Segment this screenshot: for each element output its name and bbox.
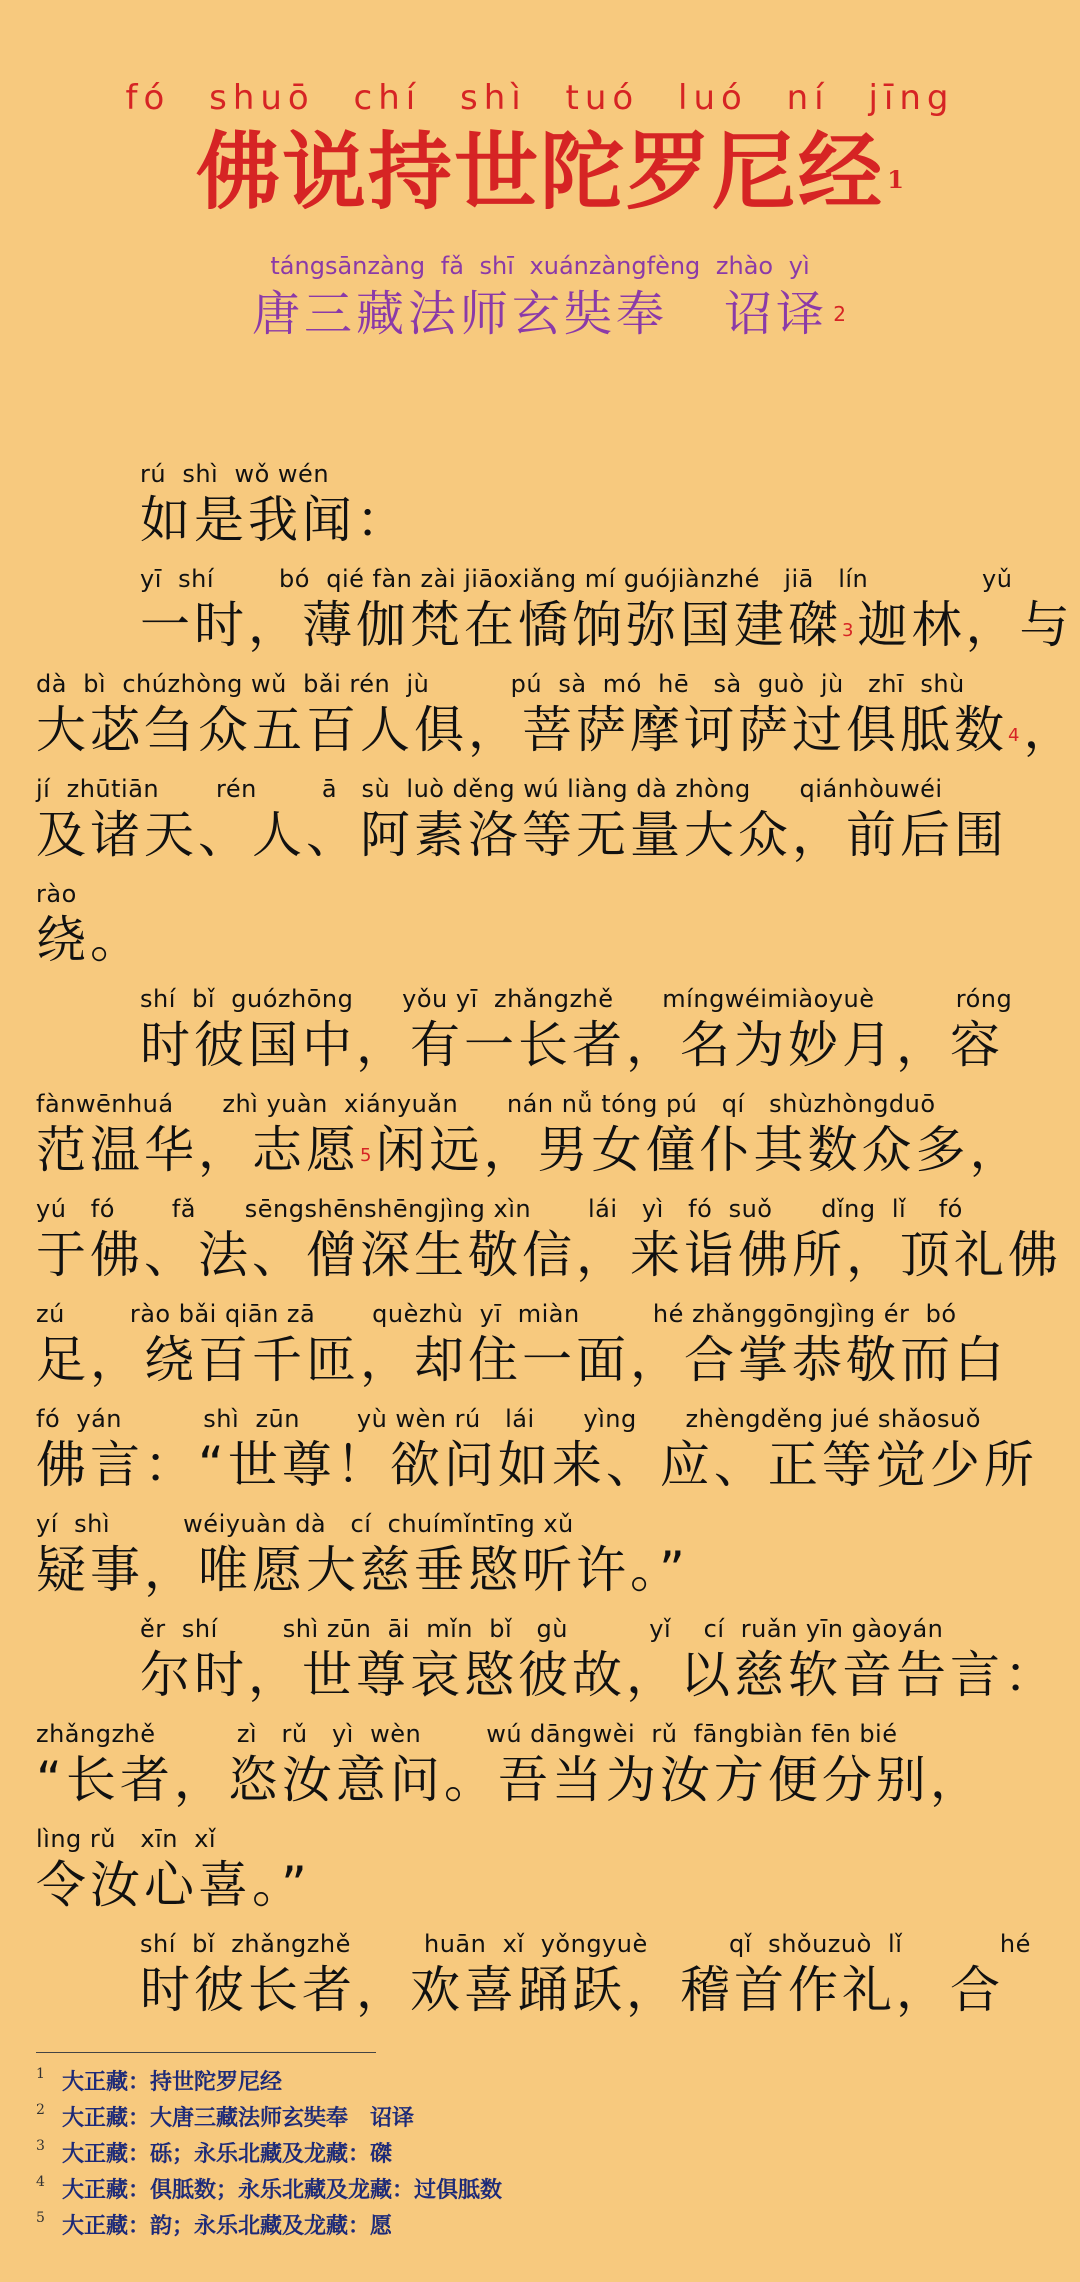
hanzi-line: 令汝心喜。”	[36, 1856, 311, 1914]
pinyin-line: shí bǐ guózhōng yǒu yī zhǎngzhě míngwéimiàoyuè róng	[140, 985, 1013, 1013]
pinyin-line: fó yán shì zūn yù wèn rú lái yìng zhèngděng jué shǎosuǒ	[36, 1405, 981, 1433]
footnote-text: 大正藏：韵；永乐北藏及龙藏：愿	[62, 2212, 393, 2239]
footnote-item	[36, 2062, 1036, 2098]
text-line	[36, 565, 1074, 670]
pinyin-line: fànwēnhuá zhì yuàn xiányuǎn nán nǚ tóng pú qí shùzhòngduō	[36, 1090, 936, 1118]
subtitle-pinyin: tángsānzàng fǎ shī xuánzàngfèng zhào yì	[270, 252, 810, 280]
text-line	[36, 1195, 1062, 1300]
hanzi-line: 于佛、法、僧深生敬信，来诣佛所，顶礼佛	[36, 1226, 1062, 1284]
pinyin-line: yú fó fǎ sēngshēnshēngjìng xìn lái yì fó suǒ dǐng lǐ fó	[36, 1195, 963, 1223]
text-line	[36, 1405, 1046, 1510]
subtitle-translator: 唐三藏法师玄奘奉	[251, 286, 668, 342]
text-line	[36, 1300, 1046, 1405]
pinyin-line: jí zhūtiān rén ā sù luò děng wú liàng dà zhòng qiánhòuwéi	[36, 775, 943, 803]
footnote-number: 4	[36, 2174, 45, 2190]
pinyin-line: yī shí bó qié fàn zài jiāoxiǎng mí guójiànzhé jiā lín yǔ	[140, 565, 1013, 593]
footnote-number: 3	[36, 2138, 45, 2154]
hanzi-line: 大苾刍众五百人俱，菩萨摩诃萨过俱胝数$^4$，	[36, 701, 1078, 759]
text-line	[36, 1930, 1046, 2035]
footnote-ref-5[interactable]: 5	[360, 1145, 376, 1166]
footnote-number: 5	[36, 2210, 45, 2226]
pinyin-line: yí shì wéiyuàn dà cí chuímǐntīng xǔ	[36, 1510, 574, 1538]
footnote-ref-4[interactable]: 4	[1008, 725, 1024, 746]
footnotes	[36, 2062, 1036, 2242]
hanzi-line: 时彼长者，欢喜踊跃，稽首作礼，合	[140, 1961, 1004, 2019]
page-title	[195, 122, 906, 222]
footnote-item	[36, 2134, 1036, 2170]
hanzi-line: 一时，薄伽梵在憍饷弥国建磔$^3$迦林，与	[140, 596, 1074, 654]
pinyin-line: rào	[36, 880, 77, 908]
pinyin-line: dà bì chúzhòng wǔ bǎi rén jù pú sà mó hē sà guò jù zhī shù	[36, 670, 965, 698]
footnote-text: 大正藏：大唐三藏法师玄奘奉 诏译	[62, 2104, 415, 2131]
text-line	[36, 775, 1046, 880]
text-line	[36, 880, 1046, 985]
text-line	[36, 1720, 1046, 1825]
subtitle	[251, 284, 851, 344]
pinyin-line: rú shì wǒ wén	[140, 460, 330, 488]
footnote-item	[36, 2170, 1036, 2206]
hanzi-line: 疑事，唯愿大慈垂愍听许。”	[36, 1541, 689, 1599]
pinyin-line: ěr shí shì zūn āi mǐn bǐ gù yǐ cí ruǎn yīn gàoyán	[140, 1615, 944, 1643]
footnote-ref-2[interactable]: 2	[833, 302, 851, 326]
hanzi-line: 尔时，世尊哀愍彼故，以慈软音告言：	[140, 1646, 1058, 1704]
title-block	[0, 78, 1080, 344]
pinyin-line: shí bǐ zhǎngzhě huān xǐ yǒngyuè qǐ shǒuzuò lǐ hé	[140, 1930, 1031, 1958]
footnote-text: 大正藏：持世陀罗尼经	[62, 2068, 283, 2095]
hanzi-line: 范温华，志愿$^5$闲远，男女僮仆其数众多，	[36, 1121, 1024, 1179]
pinyin-line: zú rào bǎi qiān zā quèzhù yī miàn hé zhǎnggōngjìng ér bó	[36, 1300, 957, 1328]
footnote-item	[36, 2206, 1036, 2242]
text-line	[36, 670, 1078, 775]
text-line	[36, 985, 1046, 1090]
page-title-text: 佛说持世陀罗尼经	[195, 122, 884, 221]
text-line	[36, 1090, 1046, 1195]
hanzi-line: 绕。	[36, 911, 144, 969]
sutra-text	[36, 460, 1078, 2035]
footnote-ref-3[interactable]: 3	[842, 620, 858, 641]
footnote-item	[36, 2098, 1036, 2134]
pinyin-line: zhǎngzhě zì rǔ yì wèn wú dāngwèi rǔ fāngbiàn fēn bié	[36, 1720, 898, 1748]
footnote-divider	[36, 2052, 376, 2053]
footnote-number: 2	[36, 2102, 45, 2118]
hanzi-line: 时彼国中，有一长者，名为妙月，容	[140, 1016, 1004, 1074]
footnote-ref-1[interactable]: 1	[887, 165, 906, 194]
text-line	[36, 1510, 1046, 1615]
footnote-text: 大正藏：俱胝数；永乐北藏及龙藏：过俱胝数	[62, 2176, 503, 2203]
hanzi-line: 如是我闻：	[140, 491, 410, 549]
hanzi-line: 及诸天、人、阿素洛等无量大众，前后围	[36, 806, 1008, 864]
footnote-number: 1	[36, 2066, 45, 2082]
pinyin-line: lìng rǔ xīn xǐ	[36, 1825, 217, 1853]
hanzi-line: 佛言：“世尊！欲问如来、应、正等觉少所	[36, 1436, 1038, 1494]
subtitle-edict: 诏译	[724, 286, 829, 342]
text-line	[36, 460, 1046, 565]
hanzi-line: 足，绕百千匝，却住一面，合掌恭敬而白	[36, 1331, 1008, 1389]
text-line	[36, 1615, 1058, 1720]
title-pinyin: fó shuō chí shì tuó luó ní jīng	[125, 78, 955, 118]
footnote-text: 大正藏：砾；永乐北藏及龙藏：磔	[62, 2140, 393, 2167]
text-line	[36, 1825, 1046, 1930]
hanzi-line: “长者，恣汝意问。吾当为汝方便分别，	[36, 1751, 984, 1809]
